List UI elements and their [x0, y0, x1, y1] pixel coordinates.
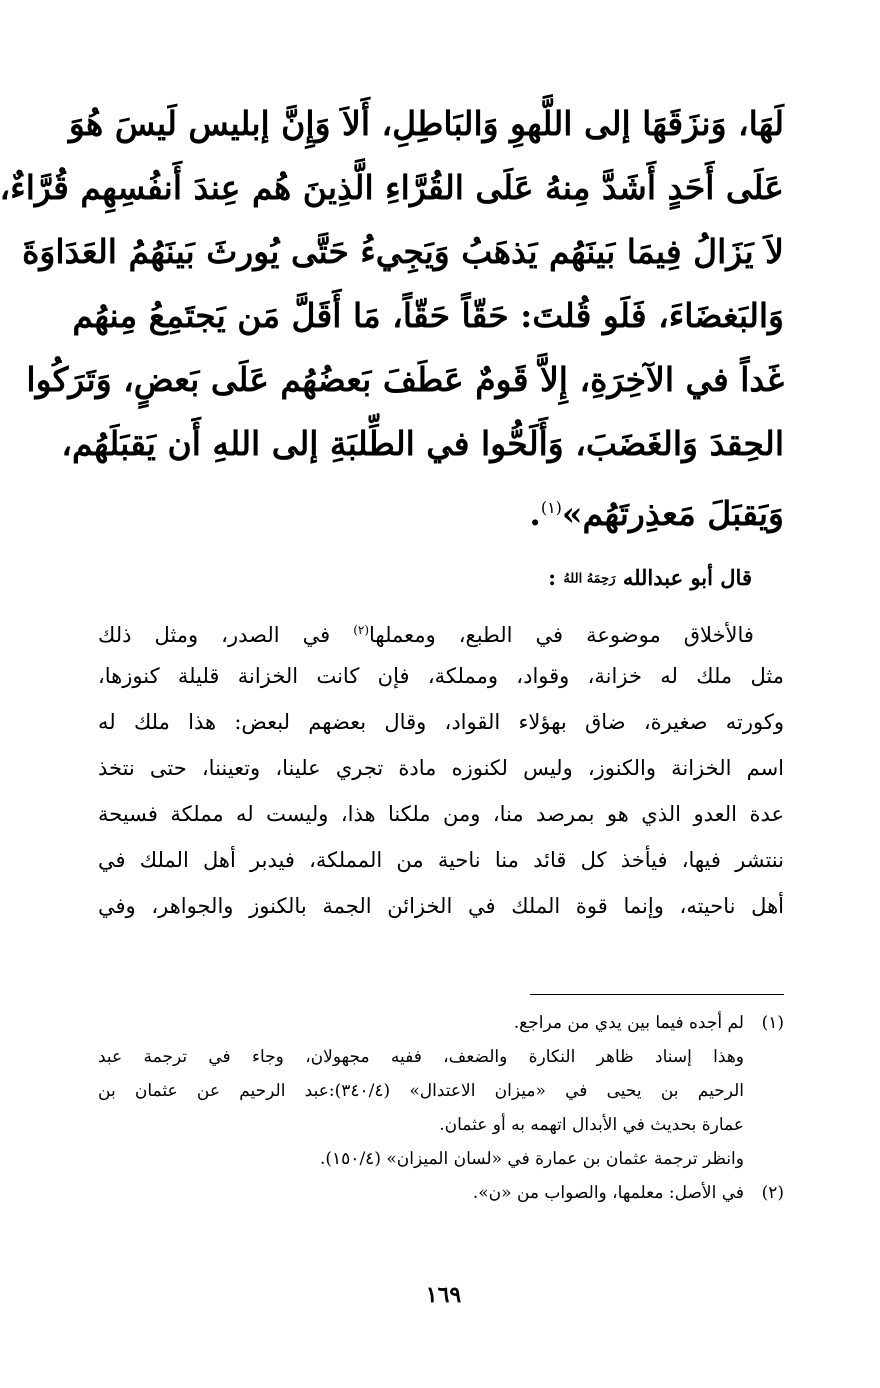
footnote-ref-2: (٢): [353, 623, 370, 637]
footnote-1-see-also: وانظر ترجمة عثمان بن عمارة في «لسان الميزان» (١٥٠/٤).: [320, 1149, 744, 1169]
quote-line: لَهَا، وَنزَقَهَا إلى اللَّهوِ وَالبَاطِلِ، أَلاَ وَإِنَّ إبليس لَيسَ هُوَ: [68, 104, 784, 143]
footnote-1-text: لم أجده فيما بين يدي من مراجع.: [513, 1013, 744, 1033]
body-line: ننتشر فيها، فيأخذ كل قائد منا ناحية من المملكة، فيدبر أهل الملك في: [98, 848, 784, 872]
heading-colon: :: [548, 565, 557, 590]
honorific-glyph: رَحِمَهُ اللهُ: [563, 571, 616, 587]
body-line: أهل ناحيته، وإنما قوة الملك في الخزائن الجمة بالكنوز والجواهر، وفي: [98, 894, 784, 918]
body-line-1-start: فالأخلاق موضوعة في الطبع، ومعملها: [369, 623, 754, 647]
quote-end-mark: .: [529, 494, 541, 533]
footnote-2-text: في الأصل: معلمها، والصواب من «ن».: [472, 1183, 744, 1203]
footnote-1-number: (١): [761, 1013, 784, 1033]
quote-last-text: وَيَقبَلَ مَعذِرتَهُم»: [561, 494, 784, 533]
quote-last-line: [98, 476, 784, 540]
heading-text: قال أبو عبدالله: [622, 565, 752, 590]
quote-line: عَلَى أَحَدٍ أَشَدَّ مِنهُ عَلَى القُرَّاءِ الَّذِينَ هُم عِندَ أَنفُسِهِم قُرَّاءٌ،: [0, 168, 784, 207]
footnote-separator: [530, 994, 784, 995]
footnotes: [98, 1006, 784, 1210]
quote-line: الحِقدَ وَالغَضَبَ، وَأَلَحُّوا في الطِّلبَةِ إلى اللهِ أَن يَقبَلَهُم،: [61, 424, 784, 463]
quote-line: لاَ يَزَالُ فِيمَا بَينَهُم يَذهَبُ وَيَجِيءُ حَتَّى يُورثَ بَينَهُمُ العَدَاوَةَ: [22, 232, 784, 271]
body-line: وكورته صغيرة، ضاق بهؤلاء القواد، وقال بعضهم لبعض: هذا ملك له: [98, 710, 784, 734]
quote-line: وَالبَغضَاءَ، فَلَو قُلتَ: حَقّاً حَقّاً، مَا أَقَلَّ مَن يَجتَمِعُ مِنهُم: [72, 296, 784, 335]
footnote-2-number: (٢): [761, 1183, 784, 1203]
body-line: [98, 607, 784, 653]
body-line-1-end: في الصدر، ومثل ذلك: [98, 623, 331, 647]
footnote-ref-1: (١): [540, 498, 562, 517]
body-paragraph: [98, 607, 784, 929]
footnote-2: [98, 1176, 784, 1210]
body-line: عدة العدو الذي هو بمرصد منا، ومن ملكنا هذا، وليست له مملكة فسيحة: [98, 802, 784, 826]
section-heading: [548, 558, 752, 598]
footnote-1-line: وهذا إسناد ظاهر النكارة والضعف، ففيه مجهولان، وجاء في ترجمة عبد: [98, 1047, 744, 1067]
page-number: ١٦٩: [425, 1282, 462, 1308]
footnote-1: [98, 1006, 784, 1040]
body-line: مثل ملك له خزانة، وقواد، ومملكة، فإن كانت الخزانة قليلة كنوزها،: [98, 664, 784, 688]
quote-line: غَداً في الآخِرَةِ، إِلاَّ قَومٌ عَطَفَ بَعضُهُم عَلَى بَعضٍ، وَتَرَكُوا: [26, 360, 784, 399]
footnote-1-line: الرحيم بن يحيى في «ميزان الاعتدال» (٣٤٠/٤):عبد الرحيم عن عثمان بن: [98, 1081, 744, 1101]
footnote-1-line: عمارة بحديث في الأبدال اتهمه به أو عثمان.: [439, 1115, 744, 1135]
quoted-passage: [0, 92, 784, 540]
body-line: اسم الخزانة والكنوز، وليس لكنوزه مادة تجري علينا، وتعيننا، حتى نتخذ: [98, 756, 784, 780]
